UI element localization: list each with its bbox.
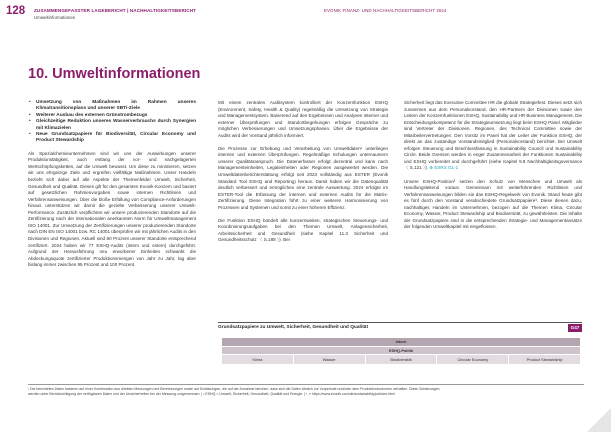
text-column-3 <box>404 100 582 237</box>
policy-cell-biodiversitaet: Biodiversität <box>366 355 437 364</box>
diagram-level-eshq-policy: ESHQ-Politik <box>222 347 580 355</box>
footnotes <box>28 384 584 397</box>
page-curl-corner <box>587 408 611 432</box>
policy-cell-klima: Klima <box>222 355 293 364</box>
chapter-title: 10. Umweltinformationen <box>28 66 201 82</box>
text-column-1 <box>28 100 196 275</box>
body-paragraph: Sicherheit liegt das Executive Committee HR die globale Strategiefest. Dieses setzt sich zusammen aus dem Personalvorstand, den HR-Partnern der Divisionen sowie den Leitern der Konzernfunktionen ESHQ, Sustainability und HR Business Management. Die Entscheidungskompetenz für die Strategieumsetzung liegt beim ESHQ Panel. Mitglieder sind Vertreter der Divisionen, Regionen, des Technical Committee sowie der Mitarbeitervertretungen. Den Vorsitz im Panel hat der Leiter der Funktion ESHQ, der direkt an das zuständige Vorstandsmitglied (Personalvorstand) berichtet. Bei Umwelt erfolgen Steuerung und Beschlussfassung in Sustainability Council und Sustainability Circle. Beide Gremien werden in enger Zusammenarbeit der Funktionen Sustainability und ESHQ vorbereitet und durchgeführt (siehe Kapitel 9.8 Nachhaltigkeitsgovernance 〈 S.121 〉). ⊕ ESRS G1-1 <box>404 100 582 171</box>
page-header <box>6 5 604 25</box>
key-point: • Umsetzung von Maßnahmen im Rahmen unseres Klimatransitionsplans und unserer SBTi-Ziele <box>28 100 196 113</box>
body-paragraph: Die Prozesse zur Erhebung und Verarbeitung von Umweltdaten¹ unterliegen internen und externen Überprüfungen. Regelmäßige Schulungen unternaumern unserer Qualitätsanspruch. Die Datenerfasser erfolgt dezentral und kann nach Managementeinheiten, Legaleinheiten oder Regionen ausgewertet werden. Die Umweltdatenberichterstattung erfolgt seit 2023 vollständig aus ESTER (Evonik Standard Tool ESHQ and Reporting) heraus. Damit haben wir die Datenqualität deutlich verbessert und ermöglichen eine zentrale Auswertung. 2024 erfolgte im ESTER-Tool die Erfassung der internen und externen Audits für die Matrix-Zertifizierung. Diese Integration führt zu einer weiteren Harmonisierung von Prozessen und Systemen und somit zu einer höheren Effizienz. <box>218 145 388 210</box>
diagram-policy-row <box>222 355 580 364</box>
diagram-level-intern: Intern <box>222 338 580 346</box>
key-points-list <box>28 100 196 145</box>
policy-figure <box>218 322 582 379</box>
page-number: 128 <box>6 5 26 17</box>
paragraph-text: Sicherheit liegt das Executive Committee HR die globale Strategiefest. Dieses setzt sich zusammen aus dem Personalvorstand, den HR-Partnern der Divisionen sowie den Leitern der Konzernfunktionen ESHQ, Sustainability und HR Business Management. Die Entscheidungskompetenz für die Strategieumsetzung liegt beim ESHQ Panel. Mitglieder sind Vertreter der Divisionen, Regionen, des Technical Committee sowie der Mitarbeitervertretungen. Den Vorsitz im Panel hat der Leiter der Funktion ESHQ, der direkt an das zuständige Vorstandsmitglied (Personalvorstand) berichtet. Bei Umwelt erfolgen Steuerung und Beschlussfassung in Sustainability Council und Sustainability Circle. Beide Gremien werden in enger Zusammenarbeit der Funktionen Sustainability und ESHQ vorbereitet und durchgeführt (siehe Kapitel 9.8 Nachhaltigkeitsgovernance <box>404 100 582 164</box>
footnote: ¹ Die berichteten Daten basieren auf einer Kombination aus direkten Messungen und Berechnungen sowie auf Schätzungen, die auf der Annahme beruhen, dass sich die Daten ähnlich zur Vorperiode und/oder dem Produktionsvolumen verhalten. Diese Schätzungen <box>28 387 440 391</box>
figure-title: Grundsatzpapiere zu Umwelt, Sicherheit, Gesundheit und Qualität <box>218 325 369 330</box>
key-point: • Gleichzeitige Reduktion unseres Wasserverbrauchs durch Synergien mit Klimazielen <box>28 119 196 132</box>
text-column-2 <box>218 100 388 250</box>
policy-cell-wasser: Wasser <box>294 355 365 364</box>
body-paragraph: Die Funktion ESHQ bündelt alle konzernweiten, strategischen Steuerungs- und Koordinierungsaufgaben bei den Themen Umwelt, Anlagensicherheit, Arbeitssicherheit und Gesundheit (siehe Kapitel 11.3 Sicherheit und Gesundheitsschutz 〈 S.188 〉). Bei <box>218 217 388 243</box>
policy-cell-circular-economy: Circular Economy <box>437 355 508 364</box>
footnote[interactable]: werden unter Berücksichtigung der verfügbaren Daten und der Unsicherheiten bei der Messung vorgenommen. | ² ESHQ = Umwelt, Sicherheit, Gesundheit, Qualität und Energie. | ³ ↗ https://www.evonik.com/de/sustainability/policies.html <box>28 392 395 396</box>
header-subtitle: Umweltinformationen <box>34 15 76 20</box>
figure-header <box>218 322 582 331</box>
body-paragraph: Mit einem zentralen Auditsystem kontrolliert der Konzernfunktion ESHQ (Environment, Safety, Health & Quality) regelmäßig die Umsetzung von Strategie und Managementsystem. Basierend auf den Ergebnissen und Analysen interner und externer Überprüfungen und Standortbegehungen erfolgen Gespräche zu möglichen Verbesserungen und Umsetzungsphasen. Über die Ergebnisse der Audits wird der Vorstand jährlich informiert. <box>218 100 388 138</box>
page-reference-link[interactable]: 〈 S.121 〉 <box>404 165 426 171</box>
header-title[interactable]: ZUSAMMENGEFASSTER LAGEBERICHT | NACHHALTIGKEITSBERICHT <box>34 8 197 13</box>
policy-cell-product-stewardship: Product Stewardship <box>509 355 580 364</box>
esrs-reference-link[interactable]: ⊕ ESRS G1-1 <box>429 165 459 171</box>
policy-diagram <box>222 338 580 364</box>
body-paragraph: Als Spezialchemieunternehmen sind wir uns der Auswirkungen unserer Produktionstätigkeit, auch entlang der vor- und nachgelagerten Wertschöpfungsketten, auf die Umwelt bewusst. Um diese zu minimieren, setzen wir uns ehrgeizige Ziele und ergreifen vielfältige Maßnahmen. Unser Handeln bezieht sich dabei auf alle Aspekte der Themenfelder Umwelt, Sicherheit, Gesundheit und Qualität. Dieses gilt für den gesamten Evonik-Konzern und basiert auf gesetzlichen Rahmenvorgaben sowie internen Richtlinien und Verfahrensanweisungen. Über die bloße Erfüllung von Compliance-Anforderungen hinaus unterstützen wir damit die gezielte Verbesserung unserer Umwelt-Performance. Zusätzlich verpflichten wir unsere produzierenden Standorte auf die Zertifizierung nach der internationalen anerkannten Norm für Umweltmanagement ISO 14001. Zur Umsetzung der Zertifizierungen unserer produzierenden Standorte nach DIN EN ISO 14001 bzw. RC 14001 überprüfen wir mit jährlichen Audits in den Divisionen und Regionen. Aktuell sind 80 Prozent unserer Standorte entsprechend zertifiziert. 2024 haben wir 77 ESHQ-Audits (intern und extern) durchgeführt. Aufgrund der Herausführung neu erworbener Einheiten schwankt die Abdeckungsquote zertifizierter Produktionsmengen von Jahr zu Jahr, lag aber bislang immer zwischen 95 Prozent und 100 Prozent. <box>28 150 196 268</box>
body-paragraph: Unsere ESHQ-Position² setzen den Schutz von Menschen und Umwelt als Handlungsleitend voraus. Gemeinsam mit weiterführenden Richtlinien und Verfahrensanweisungen bilden sie das ESHQ-Regelwerk von Evonik. Stand heute gibt es fünf durch den Vorstand verabschiedete Grundsatzpapiere³. Diese dienen dazu, nachhaltiges Handeln im Unternehmen, bezogen auf die Themen Klima, Circular Economy, Wasser, Product Stewardship und Biodiversität, zu gewährleisten. Die Inhalte der Grundsatzpapiere sind in die entsprechenden Strategie- und Managementansätze der folgenden Umweltkapitel mit eingeflossen. <box>404 178 582 230</box>
figure-badge: G47 <box>568 324 582 332</box>
key-point: • Neue Grundsatzpapiere für Biodiversität, Circular Economy und Product Stewardship <box>28 132 196 145</box>
key-point: • Weiterer Ausbau des externen Grünstrombezugs <box>28 113 196 119</box>
header-report-name: EVONIK FINANZ- UND NACHHALTIGKEITSBERICHT 2024 <box>324 8 447 13</box>
